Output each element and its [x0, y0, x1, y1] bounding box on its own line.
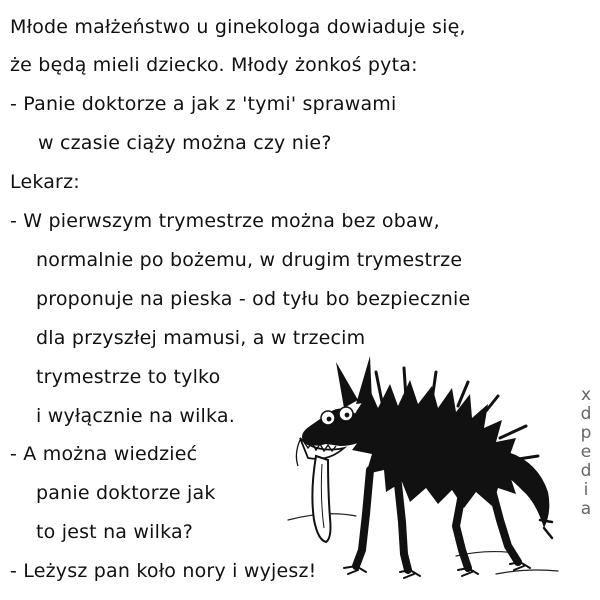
joke-line-9: dla przyszłej mamusi, a w trzecim [36, 327, 366, 349]
xdpedia-watermark [576, 386, 596, 519]
joke-line-2: że będą mieli dziecko. Młody żonkoś pyta: [10, 54, 418, 76]
joke-line-11: i wyłącznie na wilka. [36, 405, 235, 427]
joke-line-10: trymestrze to tylko [36, 366, 221, 388]
joke-line-15: - Leżysz pan koło nory i wyjesz! [10, 560, 317, 582]
joke-line-5: Lekarz: [10, 171, 80, 193]
wolf-cartoon-icon [286, 342, 566, 597]
joke-line-7: normalnie po bożemu, w drugim trymestrze [36, 249, 463, 271]
watermark-letter: d [580, 404, 592, 424]
watermark-letter: d [580, 461, 592, 481]
watermark-letter: x [580, 385, 592, 405]
joke-line-13: panie doktorze jak [36, 482, 216, 504]
watermark-letter: p [580, 423, 592, 443]
joke-line-4: w czasie ciąży można czy nie? [38, 132, 332, 154]
joke-line-8: proponuje na pieska - od tyłu bo bezpiecznie [36, 288, 471, 310]
joke-line-3: - Panie doktorze a jak z 'tymi' sprawami [10, 93, 397, 115]
joke-line-6: - W pierwszym trymestrze można bez obaw, [10, 210, 440, 232]
joke-line-14: to jest na wilka? [36, 521, 194, 543]
watermark-letter: i [583, 480, 589, 500]
watermark-letter: e [580, 442, 592, 462]
watermark-letter: a [580, 499, 592, 519]
joke-line-12: - A można wiedzieć [10, 443, 198, 465]
joke-line-1: Młode małżeństwo u ginekologa dowiaduje się, [10, 16, 466, 38]
